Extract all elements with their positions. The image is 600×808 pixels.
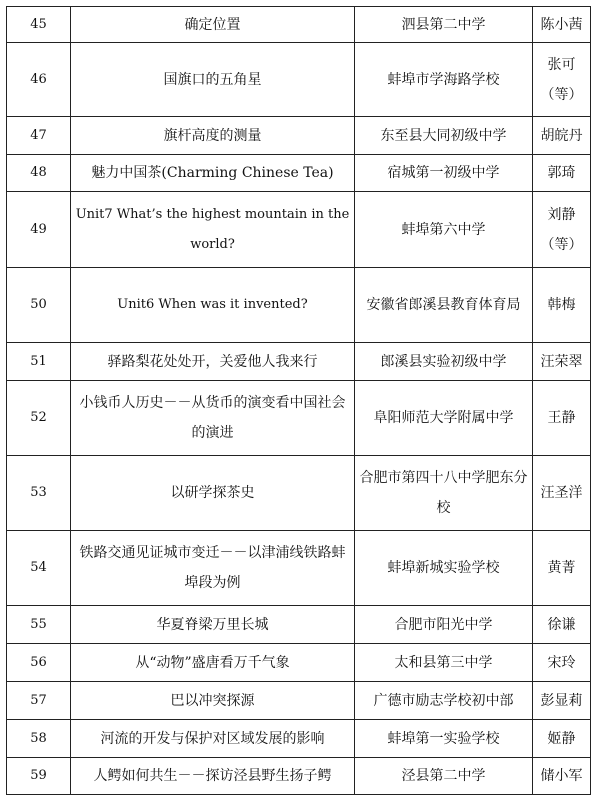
row-title: 旗杆高度的测量 — [71, 117, 355, 155]
row-number: 54 — [7, 531, 71, 606]
row-author: 郭琦 — [533, 155, 591, 192]
row-number: 50 — [7, 268, 71, 343]
table-row — [7, 720, 591, 758]
row-title: 驿路梨花处处开，关爱他人我来行 — [71, 343, 355, 381]
table-row — [7, 192, 591, 268]
row-author: 刘静（等） — [533, 192, 591, 268]
row-school: 蚌埠市学海路学校 — [355, 43, 533, 117]
row-school: 广德市励志学校初中部 — [355, 682, 533, 720]
row-author: 胡皖丹 — [533, 117, 591, 155]
row-author: 彭显莉 — [533, 682, 591, 720]
table-row — [7, 268, 591, 343]
row-title: 确定位置 — [71, 7, 355, 43]
row-author: 黄菁 — [533, 531, 591, 606]
row-number: 56 — [7, 644, 71, 682]
row-school: 蚌埠新城实验学校 — [355, 531, 533, 606]
row-school: 合肥市阳光中学 — [355, 606, 533, 644]
row-school: 蚌埠第六中学 — [355, 192, 533, 268]
row-school: 阜阳师范大学附属中学 — [355, 381, 533, 456]
row-author: 张可（等） — [533, 43, 591, 117]
table-row — [7, 117, 591, 155]
row-author: 储小军 — [533, 758, 591, 795]
row-author: 韩梅 — [533, 268, 591, 343]
table-row — [7, 381, 591, 456]
row-title: 从“动物”盛唐看万千气象 — [71, 644, 355, 682]
row-school: 太和县第三中学 — [355, 644, 533, 682]
table-row — [7, 343, 591, 381]
table-row — [7, 456, 591, 531]
row-number: 47 — [7, 117, 71, 155]
row-title: 国旗口的五角星 — [71, 43, 355, 117]
row-number: 55 — [7, 606, 71, 644]
row-author: 汪荣翠 — [533, 343, 591, 381]
table-row — [7, 531, 591, 606]
row-number: 57 — [7, 682, 71, 720]
row-title: Unit7 What’s the highest mountain in theworld? — [71, 192, 355, 268]
table-row — [7, 644, 591, 682]
row-number: 48 — [7, 155, 71, 192]
row-author: 汪圣洋 — [533, 456, 591, 531]
row-school: 泗县第二中学 — [355, 7, 533, 43]
row-number: 58 — [7, 720, 71, 758]
row-title: 巴以冲突探源 — [71, 682, 355, 720]
table-row — [7, 43, 591, 117]
table-row — [7, 155, 591, 192]
row-title: 铁路交通见证城市变迁－－以津浦线铁路蚌埠段为例 — [71, 531, 355, 606]
row-school: 东至县大同初级中学 — [355, 117, 533, 155]
row-title: 魅力中国茶(Charming Chinese Tea) — [71, 155, 355, 192]
row-title: 人鳄如何共生－－探访泾县野生扬子鳄 — [71, 758, 355, 795]
row-author: 陈小茜 — [533, 7, 591, 43]
row-number: 52 — [7, 381, 71, 456]
table-row — [7, 758, 591, 795]
row-author: 徐谦 — [533, 606, 591, 644]
row-school: 合肥市第四十八中学肥东分校 — [355, 456, 533, 531]
row-number: 45 — [7, 7, 71, 43]
table-row — [7, 682, 591, 720]
row-school: 安徽省郎溪县教育体育局 — [355, 268, 533, 343]
table-row — [7, 606, 591, 644]
row-title: 河流的开发与保护对区域发展的影响 — [71, 720, 355, 758]
row-school: 宿城第一初级中学 — [355, 155, 533, 192]
row-number: 51 — [7, 343, 71, 381]
row-number: 53 — [7, 456, 71, 531]
row-school: 郎溪县实验初级中学 — [355, 343, 533, 381]
row-number: 46 — [7, 43, 71, 117]
row-title: 小钱币人历史－－从货币的演变看中国社会的演进 — [71, 381, 355, 456]
entries-table — [6, 6, 591, 795]
table-row — [7, 7, 591, 43]
row-number: 59 — [7, 758, 71, 795]
row-title: 华夏脊梁万里长城 — [71, 606, 355, 644]
row-author: 宋玲 — [533, 644, 591, 682]
row-author: 姬静 — [533, 720, 591, 758]
row-author: 王静 — [533, 381, 591, 456]
row-title: Unit6 When was it invented? — [71, 268, 355, 343]
row-title: 以研学探茶史 — [71, 456, 355, 531]
row-number: 49 — [7, 192, 71, 268]
row-school: 泾县第二中学 — [355, 758, 533, 795]
row-school: 蚌埠第一实验学校 — [355, 720, 533, 758]
